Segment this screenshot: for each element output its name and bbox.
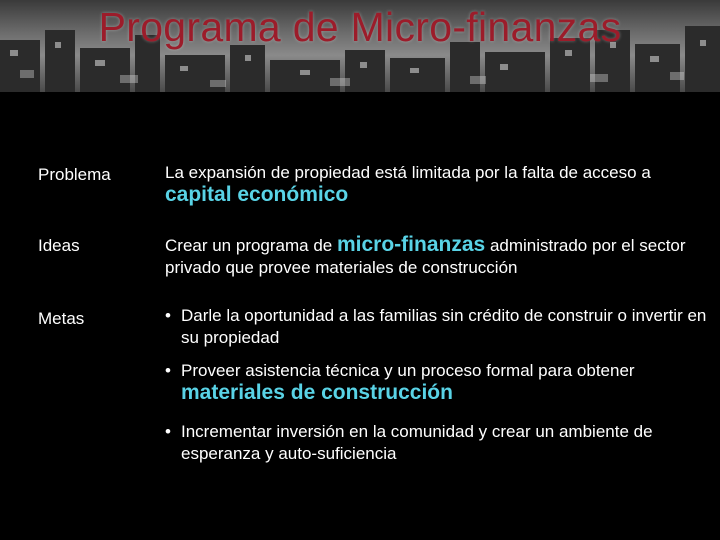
metas-bullet-text: Incrementar inversión en la comunidad y crear un ambiente de esperanza y auto-suficiencia	[181, 422, 653, 463]
row-text-ideas	[165, 234, 695, 279]
bullet-dot-icon: •	[165, 422, 171, 441]
problema-text: La expansión de propiedad está limitada por la falta de acceso a	[165, 163, 651, 182]
ideas-highlight: micro-finanzas	[337, 233, 486, 256]
bullet-dot-icon: •	[165, 361, 171, 380]
header-banner-image	[0, 0, 720, 92]
problema-highlight: capital económico	[165, 183, 349, 206]
ideas-text-before: Crear un programa de	[165, 236, 333, 255]
row-text-problema	[165, 162, 695, 207]
row-label-problema: Problema	[38, 165, 111, 184]
metas-bullet-text: Proveer asistencia técnica y un proceso formal para obtener	[181, 361, 635, 380]
ideas-text-after: administrado por el sector privado que provee materiales de construcción	[165, 236, 686, 277]
page-title: Programa de Micro-finanzas	[98, 4, 622, 50]
metas-bullet-1	[165, 305, 716, 349]
metas-bullet-2	[165, 360, 716, 405]
row-label-ideas: Ideas	[38, 236, 80, 255]
metas-bullet-highlight: materiales de construcción	[181, 381, 453, 404]
metas-bullet-text: Darle la oportunidad a las familias sin crédito de construir o invertir en su propiedad	[181, 306, 707, 347]
row-label-metas: Metas	[38, 309, 85, 328]
bullet-dot-icon: •	[165, 306, 171, 325]
metas-bullet-3	[165, 421, 716, 465]
